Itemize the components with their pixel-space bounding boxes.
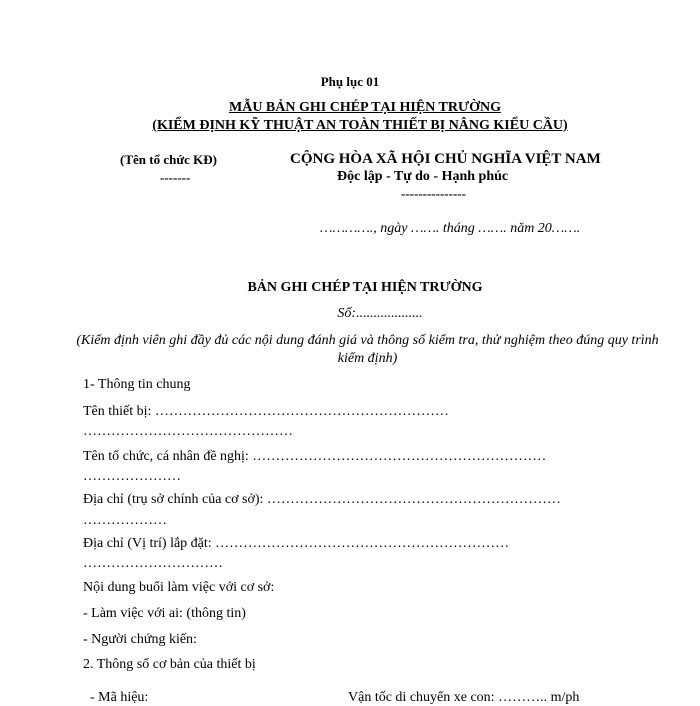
- section-1-heading: 1- Thông tin chung: [83, 377, 191, 392]
- org-name: (Tên tổ chức KĐ): [120, 152, 217, 167]
- device-name-continuation: ………………………………………: [83, 424, 293, 439]
- org-request-field: Tên tổ chức, cá nhân đề nghị: ………………………………………………………: [83, 449, 547, 464]
- record-title: BẢN GHI CHÉP TẠI HIỆN TRƯỜNG: [247, 280, 483, 295]
- work-with-field: - Làm việc với ai: (thông tin): [83, 606, 246, 621]
- address-install-field: Địa chỉ (Vị trí) lắp đặt: ………………………………………………………: [83, 536, 510, 551]
- org-request-continuation: …………………: [83, 469, 181, 484]
- appendix-label: Phụ lục 01: [320, 74, 380, 89]
- org-divider: -------: [160, 170, 191, 185]
- instruction-note: (Kiểm định viên ghi đầy đủ các nội dung đánh giá và thông số kiểm tra, thử nghiệm theo đúng quy trình kiểm định): [76, 333, 659, 366]
- trolley-speed-field: Vận tốc di chuyển xe con: ……….. m/ph: [348, 690, 580, 705]
- country-name: CỘNG HÒA XÃ HỘI CHỦ NGHĨA VIỆT NAM: [290, 151, 601, 167]
- form-subtitle: (KIỂM ĐỊNH KỸ THUẬT AN TOÀN THIẾT BỊ NÂNG KIỂU CẦU): [152, 118, 568, 133]
- device-name-field: Tên thiết bị: ………………………………………………………: [83, 404, 449, 419]
- meeting-content-label: Nội dung buổi làm việc với cơ sở:: [83, 580, 275, 595]
- address-hq-continuation: ………………: [83, 513, 167, 528]
- date-line: …………., ngày ……. tháng ……. năm 20…….: [320, 221, 581, 236]
- witness-field: - Người chứng kiến:: [83, 632, 197, 647]
- record-number: Số:...................: [337, 306, 423, 321]
- national-motto: Độc lập - Tự do - Hạnh phúc: [337, 169, 509, 184]
- form-title: MẪU BẢN GHI CHÉP TẠI HIỆN TRƯỜNG: [229, 100, 501, 115]
- section-2-heading: 2. Thông số cơ bản của thiết bị: [83, 657, 256, 672]
- model-code-field: - Mã hiệu:: [90, 690, 149, 705]
- address-hq-field: Địa chỉ (trụ sở chính của cơ sở): ………………………………………………………: [83, 492, 561, 507]
- motto-divider: ---------------: [401, 186, 466, 201]
- address-install-continuation: …………………………: [83, 556, 223, 571]
